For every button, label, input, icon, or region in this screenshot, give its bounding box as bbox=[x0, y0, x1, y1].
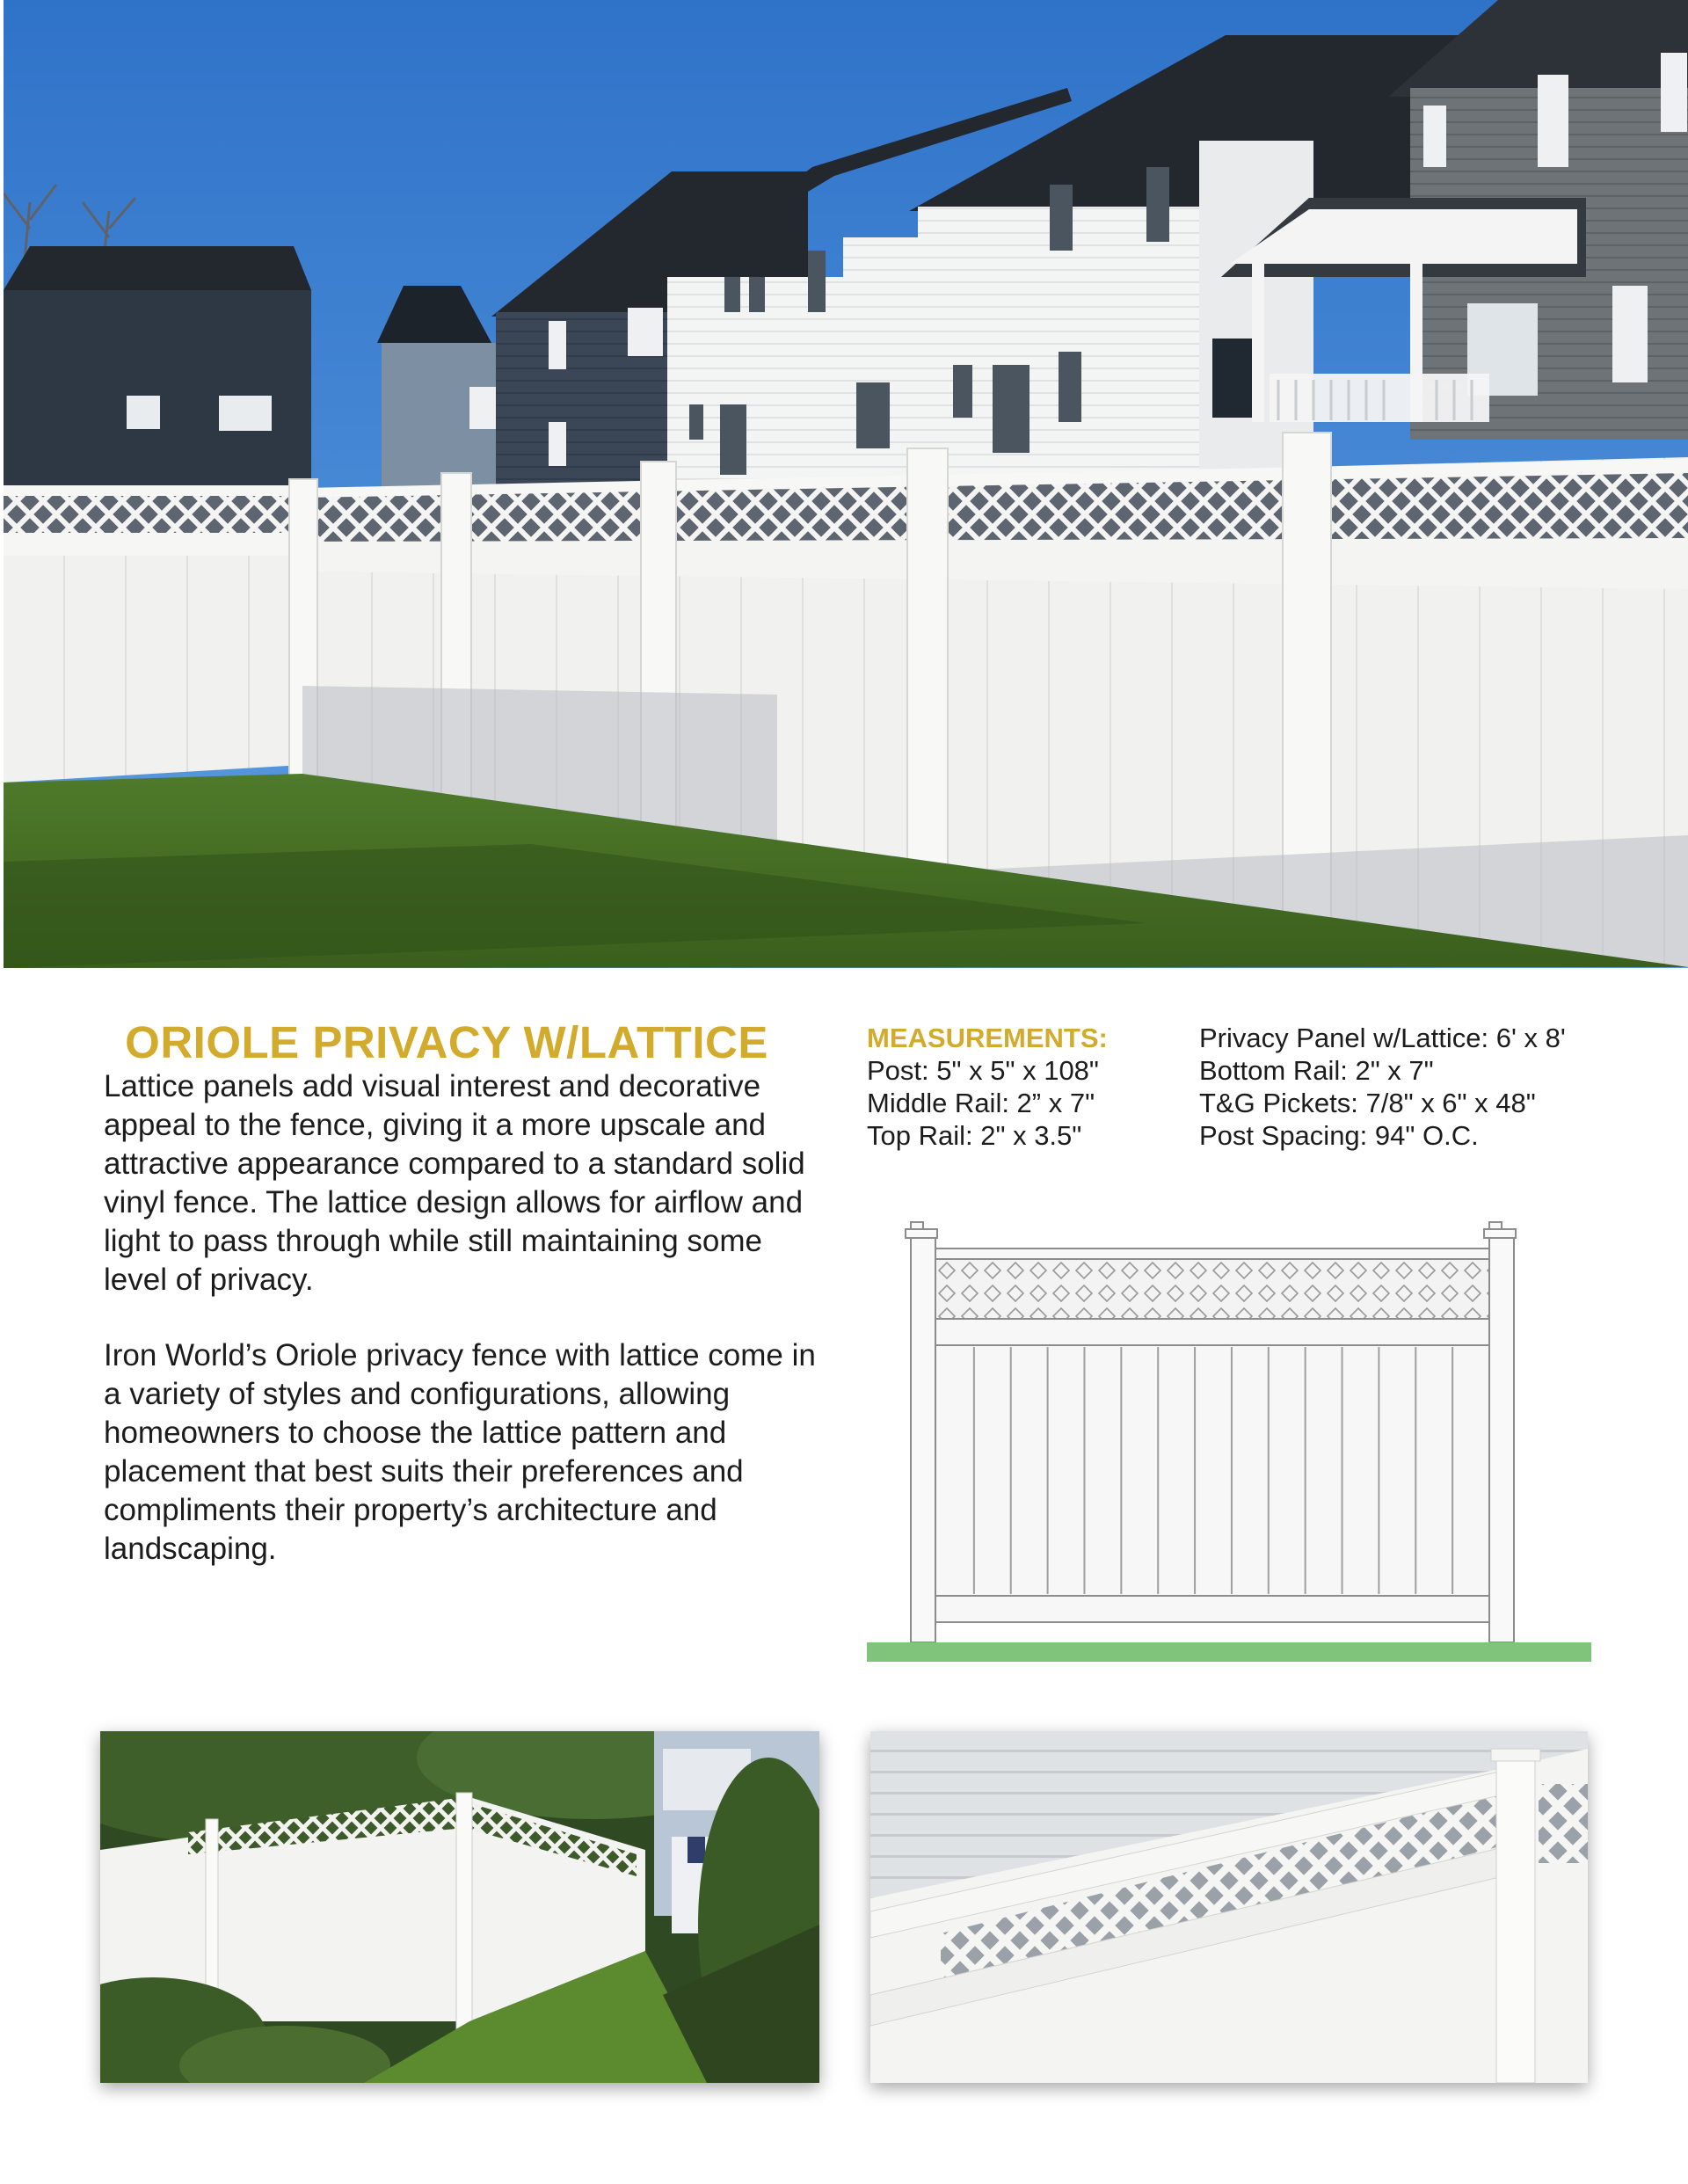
diagram-lattice bbox=[913, 1257, 1502, 1319]
description-paragraph-1: Lattice panels add visual interest and decorative appeal to the fence, giving it a more upscale and attractive appearance compared to a standard solid vinyl fence. The lattice design allows for airflow and light to pass through while still maintaining some level of privacy. bbox=[104, 1069, 805, 1297]
measurement-bottom-rail: Bottom Rail: 2" x 7" bbox=[1199, 1055, 1434, 1086]
measurements-heading: MEASUREMENTS: bbox=[867, 1023, 1108, 1053]
diagram-right-post bbox=[1484, 1222, 1516, 1642]
measurement-middle-rail: Middle Rail: 2” x 7" bbox=[867, 1088, 1095, 1118]
diagram-ground bbox=[867, 1642, 1591, 1662]
measurement-post: Post: 5" x 5" x 108" bbox=[867, 1055, 1099, 1086]
measurement-top-rail: Top Rail: 2" x 3.5" bbox=[867, 1120, 1082, 1151]
page-title: ORIOLE PRIVACY W/LATTICE bbox=[125, 1017, 768, 1067]
measurements-list-right bbox=[1199, 1022, 1566, 1152]
fence-photo-backyard bbox=[100, 1731, 819, 2083]
fence-diagram bbox=[867, 1213, 1591, 1671]
diagram-middle-rail bbox=[913, 1319, 1502, 1345]
measurement-pickets: T&G Pickets: 7/8" x 6" x 48" bbox=[1199, 1088, 1536, 1118]
measurements-list-left bbox=[867, 1054, 1099, 1152]
diagram-left-post bbox=[906, 1222, 937, 1642]
measurement-privacy-panel: Privacy Panel w/Lattice: 6' x 8' bbox=[1199, 1023, 1566, 1053]
measurement-post-spacing: Post Spacing: 94" O.C. bbox=[1199, 1120, 1479, 1151]
fence-photo-lattice-closeup bbox=[870, 1731, 1588, 2083]
hero-photo bbox=[4, 0, 1688, 968]
diagram-bottom-rail bbox=[913, 1596, 1502, 1622]
description-paragraph-2: Iron World’s Oriole privacy fence with lattice come in a variety of styles and configurations, allowing homeowners to choose the lattice pattern and placement that best suits their preferences and compliments their property’s architecture and landscaping. bbox=[104, 1338, 816, 1566]
diagram-pickets bbox=[913, 1345, 1502, 1596]
